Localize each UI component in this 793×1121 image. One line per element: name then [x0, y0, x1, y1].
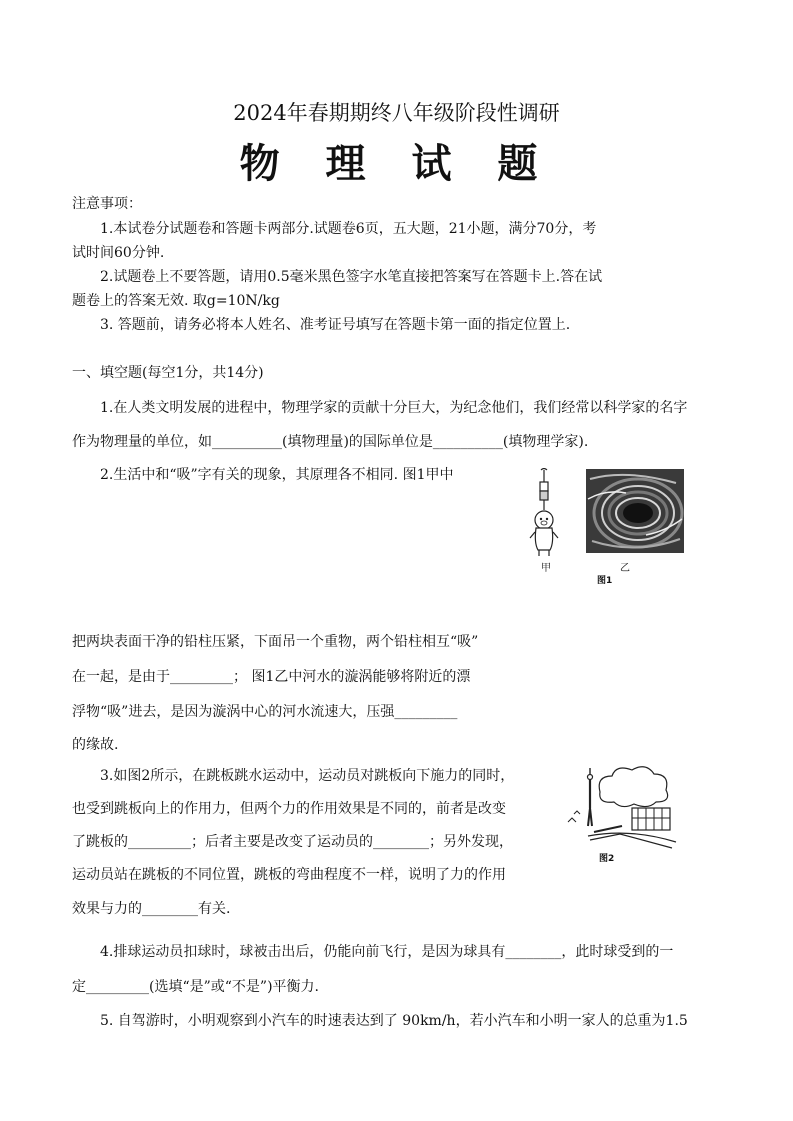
q3-line3: 了跳板的_________；后者主要是改变了运动员的________；另外发现，	[72, 834, 513, 850]
q2-line5: 的缘故.	[72, 737, 119, 753]
fig2-caption: 图2	[599, 854, 615, 864]
notice-item2-line2: 题卷上的答案无效. 取g=10N/kg	[72, 293, 280, 309]
exam-title: 2024年春期期终八年级阶段性调研	[233, 101, 560, 125]
springboard-diver-image	[560, 762, 680, 858]
lead-cylinder-figure	[526, 468, 566, 560]
fig1-label-jia: 甲	[541, 563, 551, 574]
notice-item3: 3. 答题前，请务必将本人姓名、准考证号填写在答题卡第一面的指定位置上.	[100, 317, 571, 333]
q3-line4: 运动员站在跳板的不同位置，跳板的弯曲程度不一样，说明了力的作用	[72, 867, 506, 883]
fig1-caption: 图1	[597, 576, 613, 586]
notice-item2-line1: 2.试题卷上不要答题，请用0.5毫米黑色签字水笔直接把答案写在答题卡上.答在试	[100, 269, 603, 285]
q3-line1: 3.如图2所示，在跳板跳水运动中，运动员对跳板向下施力的同时，	[100, 768, 515, 784]
q2-line4: 浮物“吸”进去，是因为漩涡中心的河水流速大，压强_________	[72, 704, 458, 720]
fig1-label-yi: 乙	[620, 563, 630, 574]
q1-line1: 1.在人类文明发展的进程中，物理学家的贡献十分巨大，为纪念他们，我们经常以科学家的名字	[100, 400, 688, 416]
section1-heading: 一、填空题(每空1分，共14分)	[72, 365, 264, 381]
q1-line2: 作为物理量的单位，如__________(填物理量)的国际单位是__________(填物理学家).	[72, 434, 589, 450]
subject-title: 物 理 试 题	[239, 140, 554, 187]
vortex-image	[586, 469, 684, 553]
notice-heading: 注意事项：	[72, 196, 142, 212]
q4-line2: 定_________(选填“是”或“不是”)平衡力.	[72, 979, 320, 995]
q3-line5: 效果与力的________有关.	[72, 901, 231, 917]
notice-item1-line2: 试时间60分钟.	[72, 245, 165, 261]
q2-line3: 在一起，是由于_________； 图1乙中河水的漩涡能够将附近的漂	[72, 669, 471, 685]
q4-line1: 4.排球运动员扣球时，球被击出后，仍能向前飞行，是因为球具有________，此时球受到的一	[100, 944, 674, 960]
q5-line1: 5. 自驾游时，小明观察到小汽车的时速表达到了 90km/h，若小汽车和小明一家人的总重为1.5	[100, 1013, 688, 1029]
q2-line1: 2.生活中和“吸”字有关的现象，其原理各不相同. 图1甲中	[100, 467, 454, 483]
q2-line2: 把两块表面干净的铅柱压紧，下面吊一个重物，两个铅柱相互“吸”	[72, 634, 479, 650]
notice-item1-line1: 1.本试卷分试题卷和答题卡两部分.试题卷6页，五大题，21小题，满分70分，考	[100, 221, 597, 237]
q3-line2: 也受到跳板向上的作用力，但两个力的作用效果是不同的，前者是改变	[72, 801, 506, 817]
